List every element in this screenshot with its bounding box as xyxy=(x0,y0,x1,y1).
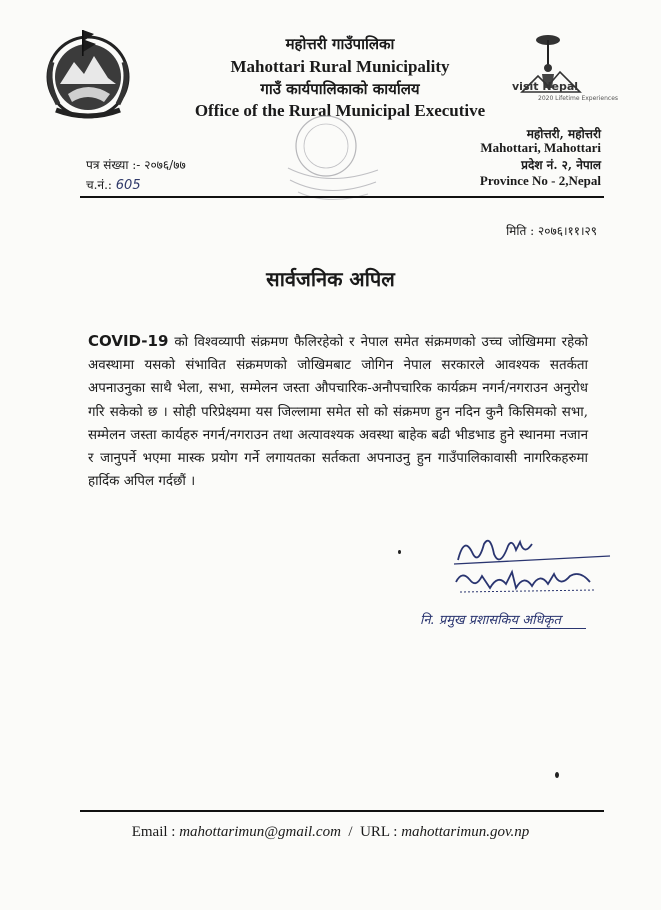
dispatch-number xyxy=(86,176,141,193)
signatory-underline xyxy=(510,628,586,629)
letter-number xyxy=(86,156,186,173)
dispatch-number-label: च.नं.: xyxy=(86,178,112,192)
province-nepali: प्रदेश नं. २, नेपाल xyxy=(521,158,601,172)
letter-number-label: पत्र संख्या :- xyxy=(86,158,141,172)
scan-speck xyxy=(398,550,401,554)
url-label: URL : xyxy=(360,824,398,840)
province-english: Province No - 2,Nepal xyxy=(479,173,601,188)
visit-nepal-text: visit Nepal xyxy=(512,80,579,93)
letter-number-value: २०७६/७७ xyxy=(144,158,186,172)
handwritten-signature-icon xyxy=(450,530,620,600)
letter-body xyxy=(88,330,588,493)
scan-speck xyxy=(555,772,559,778)
website-link[interactable]: mahottarimun.gov.np xyxy=(401,824,530,840)
office-stamp-icon xyxy=(268,108,398,208)
header-divider xyxy=(80,196,604,198)
email-label: Email : xyxy=(131,824,176,840)
footer-divider xyxy=(80,810,604,812)
visit-nepal-subtitle: 2020 Lifetime Experiences xyxy=(538,95,619,102)
body-text: को विश्वव्यापी संक्रमण फैलिरहेको र नेपाल समेत संक्रमणको उच्च जोखिममा रहेको अवस्थामा यसको संभावित संक्रमणको जोखिमबाट जोगिन नेपाल सरकारले आवश्यक सतर्कता अपनाउनुका साथै भेला, सभा, सम्मेलन जस्ता औपचारिक-अनौपचारिक कार्यक्रम नगर्न/नगराउन अनुरोध गरि सकेको छ । सोही परिप्रेक्ष्यमा यस जिल्लामा समेत सो को संक्रमण हुन नदिन कुनै किसिमको सभा, सम्मेलन जस्ता कार्यहरु नगर्न/नगराउन तथा अत्यावश्यक अवस्था बाहेक बढी भीडभाड हुने स्थानमा नजान र जानुपर्ने भएमा मास्क प्रयोग गर्ने लगायतका सर्तकता अपनाउनु हुन गाउँपालिकावासी नागरिकहरुमा हार्दिक अपिल गर्दछौं । xyxy=(88,335,588,490)
footer-separator: / xyxy=(348,824,353,840)
office-name-nepali: गाउँ कार्यपालिकाको कार्यालय xyxy=(260,80,420,98)
nepal-emblem-icon xyxy=(38,22,138,122)
dispatch-number-value: 605 xyxy=(115,178,141,193)
municipality-name-nepali: महोत्तरी गाउँपालिका xyxy=(285,35,395,53)
body-lead-term: COVID-19 xyxy=(88,332,169,350)
office-name-english: Office of the Rural Municipal Executive xyxy=(194,101,486,120)
email-link[interactable]: mahottarimun@gmail.com xyxy=(179,824,341,840)
address-nepali: महोत्तरी, महोत्तरी xyxy=(526,127,601,141)
signatory-title: नि. प्रमुख प्रशासकिय अधिकृत xyxy=(420,613,561,628)
letter-date: मिति : २०७६।११।२९ xyxy=(506,224,597,238)
address-english: Mahottari, Mahottari xyxy=(480,140,601,155)
letter-title: सार्वजनिक अपिल xyxy=(266,267,395,291)
footer-contact xyxy=(0,824,661,841)
municipality-name-english: Mahottari Rural Municipality xyxy=(230,57,450,76)
